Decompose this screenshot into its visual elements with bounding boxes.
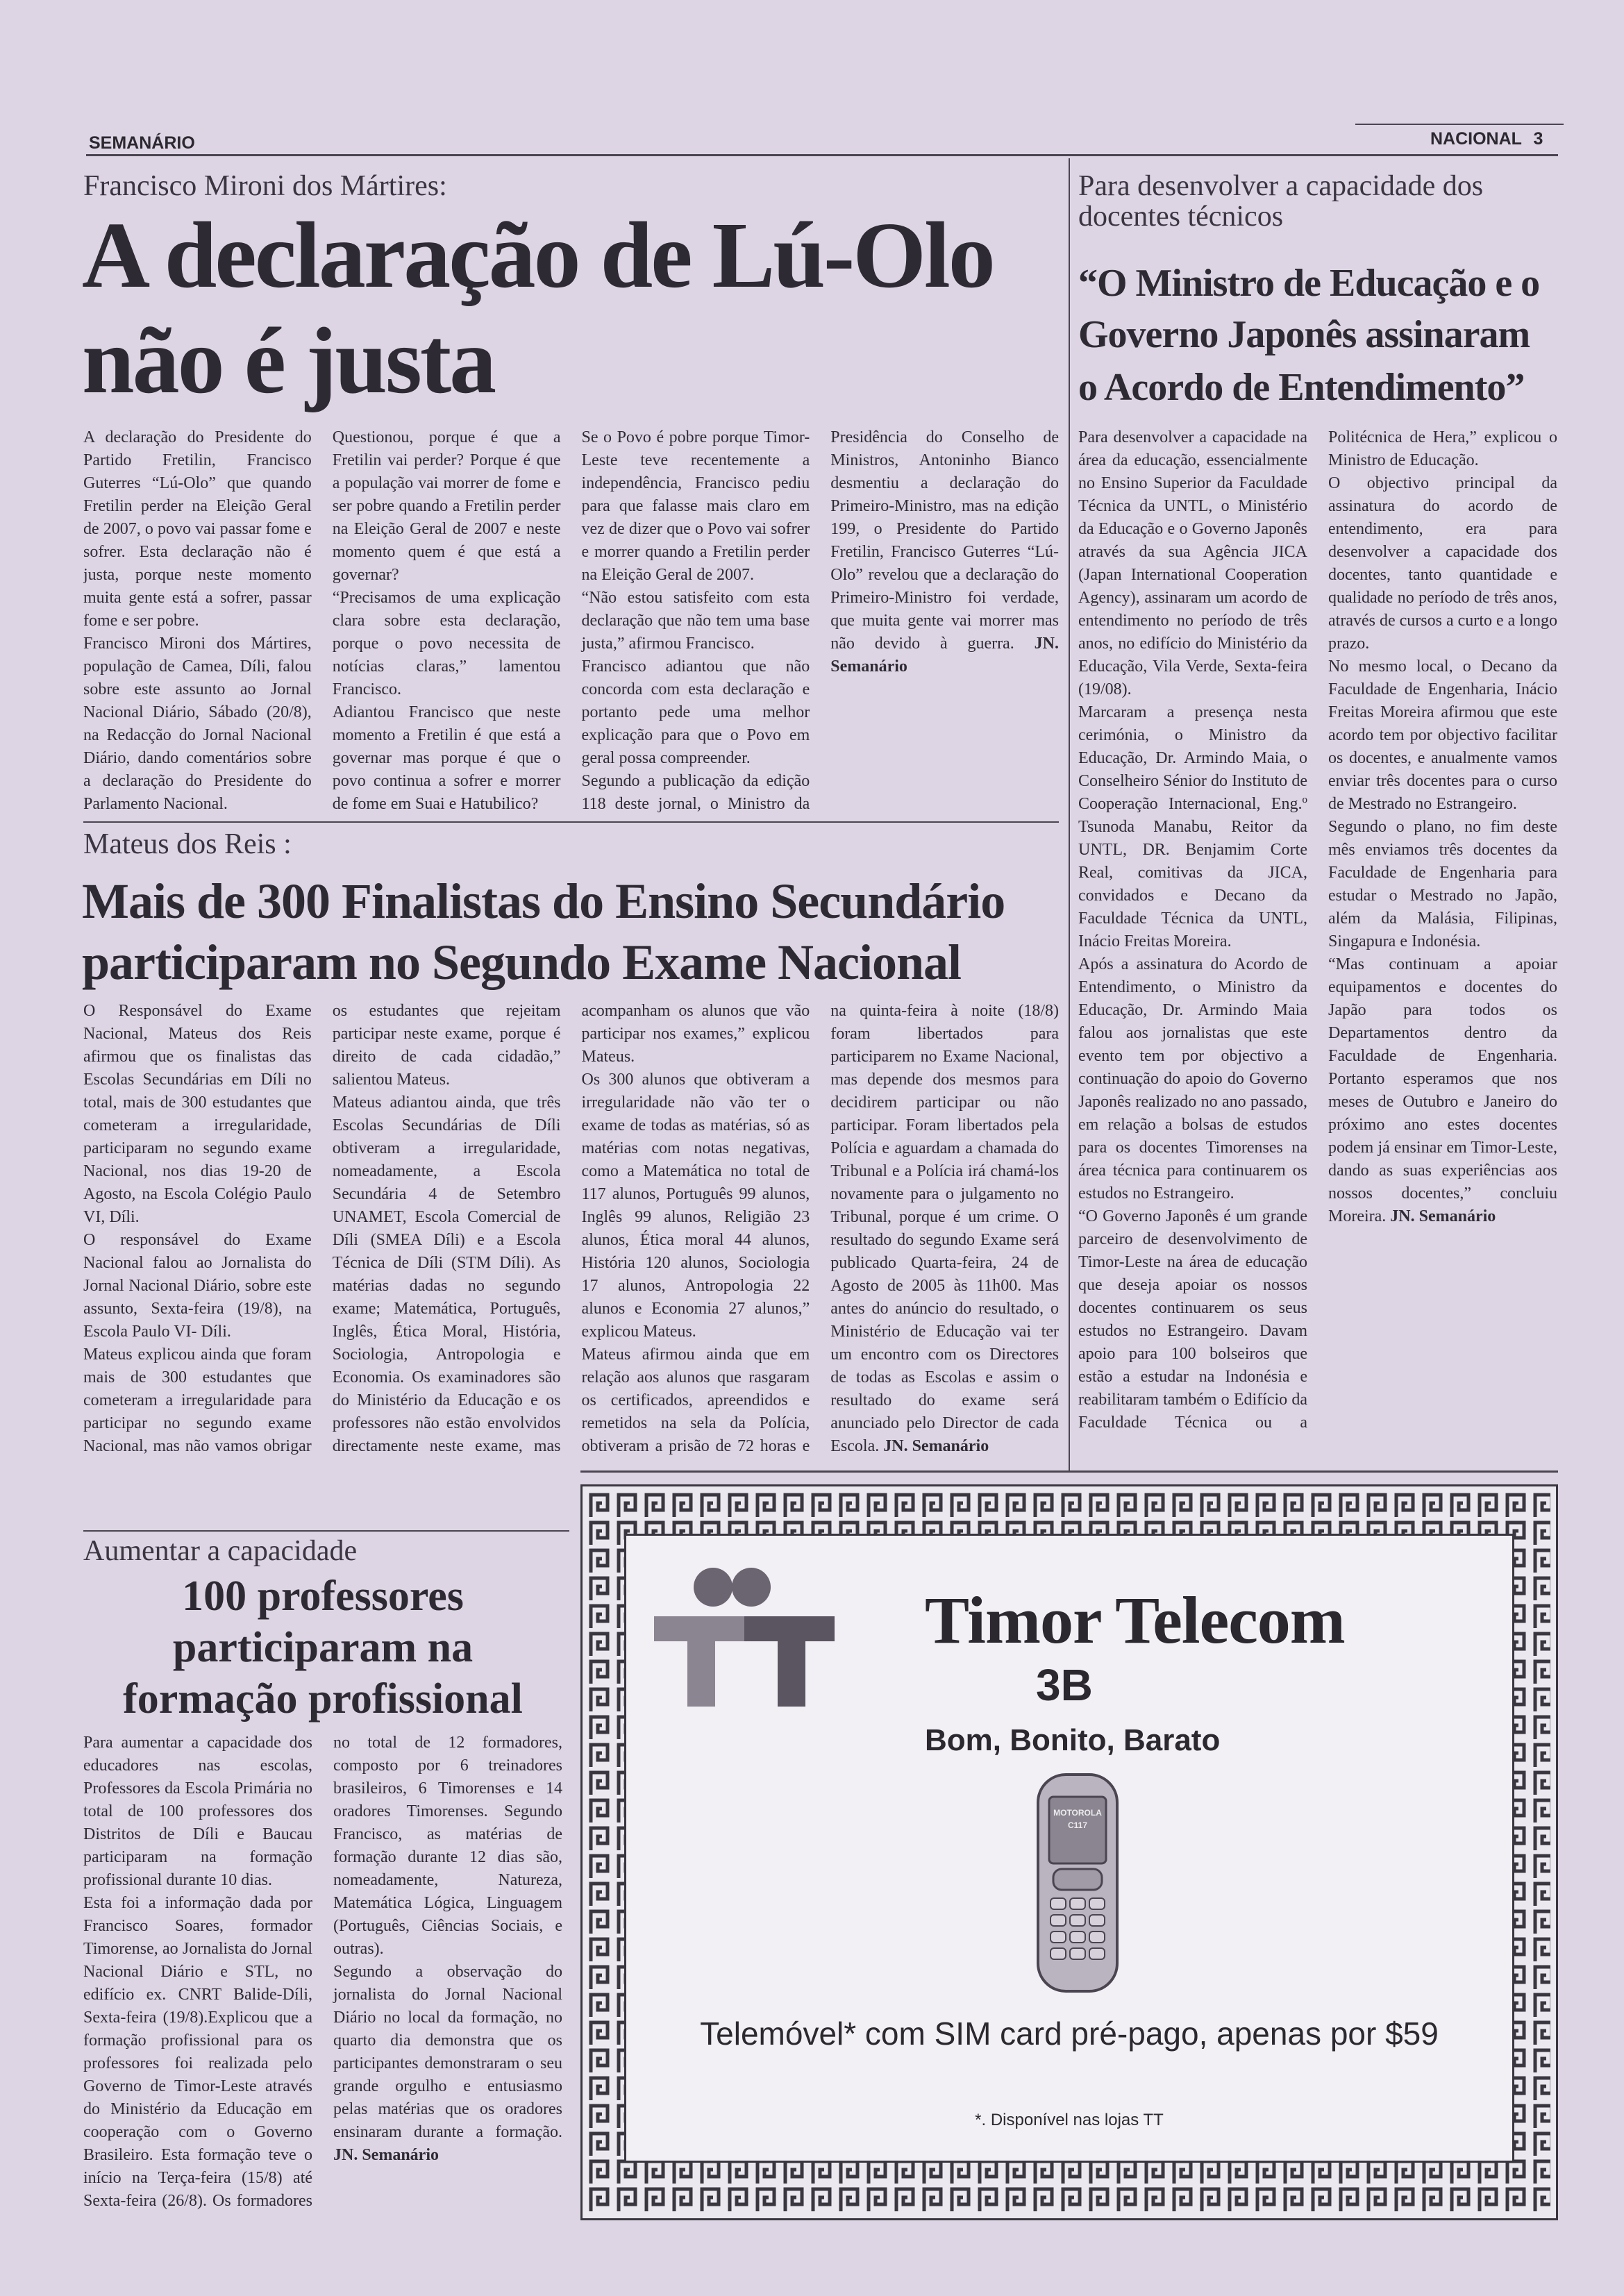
article3-title-line3: o Acordo de Entendimento” bbox=[1078, 366, 1525, 409]
ad-content bbox=[624, 1534, 1514, 2163]
article3-title-line2: Governo Japonês assinaram bbox=[1078, 313, 1530, 356]
article4-title-line3: formação profissional bbox=[123, 1675, 523, 1723]
article2-title-line2: participaram no Segundo Exame Nacional bbox=[82, 935, 962, 990]
article2-paragraph: O responsável do Exame Nacional falou ao Jornalista do Jornal Nacional Diário, sobre este assunto, Sexta-feira (19/8), na Escola Paulo VI- Díli. bbox=[83, 1231, 312, 1341]
vertical-divider bbox=[1069, 158, 1070, 1470]
article2-paragraph: O Responsável do Exame Nacional, Mateus dos Reis afirmou que os finalistas das Escolas Secundárias em Díli no total, mais de 300 estudantes que cometeram a irregularidade, participaram no segundo exame Nacional, nos dias 19-20 de Agosto, na Escola Colégio Paulo VI, Díli. bbox=[83, 1002, 312, 1226]
article4-kicker: Aumentar a capacidade bbox=[83, 1535, 358, 1567]
article1-paragraph: Se o Povo é pobre porque Timor-Leste teve recentemente a independência, Francisco pediu para que falasse mais claro em vez de dizer que o Povo vai sofrer e morrer quando a Fretilin perder na Eleição Geral de 2007. bbox=[581, 428, 810, 584]
article4-paragraph: Segundo a observação do jornalista do Jornal Nacional Diário no local da formação, no quarto dia demonstra que os participantes demonstraram o seu grande orgulho e entusiasmo pelas matérias que os oradores ensinaram durante a formação. JN. Semanário bbox=[333, 1963, 562, 2164]
phone-screen-label: MOTOROLA C117 bbox=[1053, 1808, 1102, 1830]
article1-kicker: Francisco Mironi dos Mártires: bbox=[83, 170, 447, 202]
article3-paragraph: Após a assinatura do Acordo de Entendimento, o Ministro da Educação, Dr. Armindo Maia falou aos jornalistas que este evento tem por objectivo a continuação do apoio do Governo Japonês realizado no ano passado, em relação a bolsas de estudos para os docentes Timorenses na área técnica para continuarem os estudos no Estrangeiro. bbox=[1078, 955, 1307, 1203]
article4-title-line1: 100 professores bbox=[182, 1573, 464, 1620]
article4-paragraph: Esta foi a informação dada por Francisco Soares, formador Timorense, ao Jornalista do Jornal Nacional Diário e STL, no edifício ex. CNRT Balide-Díli, Sexta-feira (19/8).Explicou que a formação profissional para os professores foi realizada pelo Governo de Timor-Leste através do Ministério da Educação em cooperação com o Governo Brasileiro. Esta formação teve o início na Terça-feira (15/8) até Sexta-feira (26/8). Os formadores no total de 12 formadores, composto por 6 treinadores brasileiros, 6 Timorenses e 14 oradores Timorenses. Segundo Francisco, as matérias de formação durante 12 dias são, nomeadamente, Natureza, Matemática Lógica, Linguagem (Português, Ciências Sociais, e outras). bbox=[83, 1734, 562, 2210]
article1-body bbox=[83, 426, 1059, 819]
article2-paragraph: Mateus adiantou ainda, que três Escolas Secundárias de Díli obtiveram a irregularidade, nomeadamente, a Escola Secundária 4 de Setembro UNAMET, Escola Comercial de Díli (SMEA Díli) e a Escola Técnica de Díli (STM Díli). As matérias dadas no segundo exame; Matemática, Português, Inglês, Ética Moral, História, Sociologia, Antropologia e Economia. Os examinadores são do Ministério da Educação e os professores não estão envolvidos directamente neste exame, mas acompanham os alunos que vão participar nos exames,” explicou Mateus. bbox=[332, 1002, 810, 1455]
article1-paragraph: Francisco adiantou que não concorda com esta declaração e portanto pede uma melhor explicação para que o Povo em geral possa compreender. bbox=[581, 657, 810, 767]
article3-paragraph: O objectivo principal da assinatura do acordo de entendimento, era para desenvolver a capacidade dos docentes, tanto quantidade e qualidade no período de três anos, através de cursos a curto e a longo prazo. bbox=[1328, 474, 1557, 653]
article2-signature: JN. Semanário bbox=[883, 1437, 989, 1455]
article1-paragraph: “Não estou satisfeito com esta declaração que não tem uma base justa,” afirmou Francisco. bbox=[581, 589, 810, 653]
ad-tagline-code: 3B bbox=[1036, 1660, 1093, 1710]
article3-paragraph: “O Governo Japonês é um grande parceiro de desenvolvimento de Timor-Leste na área de educação que deseja apoiar os nossos docentes continuarem os seus estudos no Estrangeiro. Davam apoio para 100 bolseiros que estão a estudar na Indonésia e reabilitaram também o Edifício da Faculdade Técnica ou a Politécnica de Hera,” explicou o Ministro de Educação. bbox=[1078, 428, 1557, 1432]
tt-logo-icon bbox=[647, 1564, 848, 1716]
article4-signature: JN. Semanário bbox=[333, 2146, 439, 2164]
article3-paragraph: No mesmo local, o Decano da Faculdade de Engenharia, Inácio Freitas Moreira afirmou que este acordo tem por objectivo facilitar os docentes, e anualmente vamos enviar três docentes para o curso de Mestrado no Estrangeiro. bbox=[1328, 657, 1557, 813]
article1-paragraph: A declaração do Presidente do Partido Fretilin, Francisco Guterres “Lú-Olo” que quando Fretilin perder na Eleição Geral de 2007, o povo vai passar fome e sofrer. Esta declaração não é justa, porque neste momento muita gente está a sofrer, passar fome e ser pobre. bbox=[83, 428, 312, 630]
article2-paragraph: Os 300 alunos que obtiveram a irregularidade não vão ter o exame de todas as matérias, só as matérias com notas negativas, como a Matemática no total de 117 alunos, Português 99 alunos, Inglês 99 alunos, Religião 23 alunos, Ética moral 44 alunos, História 120 alunos, Sociologia 17 alunos, Antropologia 22 alunos e Economia 27 alunos,” explicou Mateus. bbox=[581, 1071, 810, 1341]
article1-paragraph: Questionou, porque é que a Fretilin vai perder? Porque é que a população vai morrer de fome e ser pobre quando a Fretilin perder na Eleição Geral de 2007 e neste momento quem é que está a governar? bbox=[332, 428, 561, 584]
article4-top-rule bbox=[83, 1530, 569, 1532]
article2-kicker: Mateus dos Reis : bbox=[83, 828, 292, 860]
article1-title-line1: A declaração de Lú-Olo bbox=[82, 203, 994, 308]
article1-paragraph: “Precisamos de uma explicação clara sobre esta declaração, porque o povo necessita de notícias claras,” lamentou Francisco. bbox=[332, 589, 561, 698]
article3-signature: JN. Semanário bbox=[1390, 1207, 1496, 1225]
article1-signature: JN. Semanário bbox=[830, 635, 1059, 676]
article4-paragraph: Para aumentar a capacidade dos educadores nas escolas, Professores da Escola Primária no total de 100 professores dos Distritos de Díli e Baucau participaram na formação profissional durante 10 dias. bbox=[83, 1734, 312, 1889]
article3-paragraph: Segundo o plano, no fim deste mês enviamos três docentes da Faculdade de Engenharia para estudar o Mestrado no Japão, além da Malásia, Filipinas, Singapura e Indonésia. bbox=[1328, 818, 1557, 950]
ad-slogan: Bom, Bonito, Barato bbox=[925, 1723, 1221, 1757]
ad-footnote: *. Disponível nas lojas TT bbox=[975, 2111, 1164, 2129]
ad-brand-name: Timor Telecom bbox=[925, 1583, 1345, 1657]
article3-body bbox=[1078, 426, 1557, 1469]
article4-body bbox=[83, 1732, 562, 2221]
article1-paragraph: Francisco Mironi dos Mártires, população de Camea, Díli, falou sobre este assunto ao Jornal Nacional Diário, Sábado (20/8), na Redacção do Jornal Nacional Diário, dando comentários sobre a declaração do Presidente do Parlamento Nacional. bbox=[83, 635, 312, 813]
mobile-phone-icon bbox=[1032, 1772, 1123, 1994]
publication-name: SEMANÁRIO bbox=[89, 133, 195, 153]
article3-paragraph: Para desenvolver a capacidade na área da educação, essencialmente no Ensino Superior da Faculdade Técnica da UNTL, o Ministério da Educação e o Governo Japonês através da sua Agência JICA (Japan International Cooperation Agency), assinaram um acordo de entendimento no período de três anos, no edifício do Ministério da Educação, Vila Verde, Sexta-feira (19/08). bbox=[1078, 428, 1307, 698]
article1-paragraph: Adiantou Francisco que neste momento a Fretilin é que está a governar mas porque é que o povo continua a sofrer e morrer de fome em Suai e Hatubilico? bbox=[332, 703, 561, 813]
article2-paragraph: Mateus explicou ainda que foram mais de 300 estudantes que cometeram a irregularidade para participar no segundo exame Nacional, mas não vamos obrigar os estudantes que rejeitam participar neste exame, porque é direito de cada cidadão,” salientou Mateus. bbox=[83, 1002, 561, 1455]
page-number: 3 bbox=[1533, 129, 1543, 149]
article2-paragraph: Mateus afirmou ainda que em relação aos alunos que rasgaram os certificados, apreendidos e remetidos na sela da Polícia, obtiveram a prisão de 72 horas e na quinta-feira à noite (18/8) foram libertados para participarem no Exame Nacional, mas depende dos mesmos para decidirem participar ou não participar. Foram libertados pela Polícia e aguardam a chamada do Tribunal e a Polícia irá chamá-los novamente para o julgamento no Tribunal, porque é um crime. O resultado do segundo Exame será publicado Quarta-feira, 24 de Agosto de 2005 às 11h00. Mas antes do anúncio do resultado, o Ministério de Educação vai ter um encontro com os Directores de todas as Escolas e assim o resultado do exame será anunciado pelo Director de cada Escola. JN. Semanário bbox=[581, 1002, 1059, 1455]
header-rule bbox=[86, 154, 1558, 156]
article2-title-line1: Mais de 300 Finalistas do Ensino Secundário bbox=[82, 873, 1005, 929]
section-name: NACIONAL bbox=[1430, 129, 1522, 149]
article1-title-line2: não é justa bbox=[82, 309, 495, 413]
article3-kicker: Para desenvolver a capacidade dos docentes técnicos bbox=[1078, 170, 1484, 233]
article1-bottom-rule bbox=[83, 821, 1059, 823]
article2-body bbox=[83, 1000, 1059, 1458]
article3-paragraph: “Mas continuam a apoiar equipamentos e docentes do Japão para todos os Departamentos dentro da Faculdade de Engenharia. Portanto esperamos que nos meses de Outubro e Janeiro do próximo ano estes docentes podem já ensinar em Timor-Leste, dando as suas experiências aos nossos docentes,” concluiu Moreira. JN. Semanário bbox=[1328, 955, 1557, 1225]
timor-telecom-ad bbox=[580, 1484, 1558, 2220]
section-label bbox=[1430, 129, 1543, 149]
article3-bottom-rule bbox=[580, 1470, 1558, 1473]
article1-paragraph: Segundo a publicação da edição 118 deste jornal, o Ministro da Presidência do Conselho de Ministros, Antoninho Bianco desmentiu a declaração do Primeiro-Ministro, mas na edição 199, o Presidente do Partido Fretilin, Francisco Guterres “Lú-Olo” revelou que a declaração do Primeiro-Ministro foi verdade, que muita gente vai morrer mas não devido à guerra. JN. Semanário bbox=[581, 428, 1059, 813]
article3-paragraph: Marcaram a presença nesta cerimónia, o Ministro da Educação, Dr. Armindo Maia, o Conselheiro Sénior do Instituto de Cooperação Internacional, Eng.º Tsunoda Manabu, Reitor da UNTL, DR. Benjamim Corte Real, comitivas da JICA, convidados e Decano da Faculdade Técnica da UNTL, Inácio Freitas Moreira. bbox=[1078, 703, 1307, 950]
article3-title-line1: “O Ministro de Educação e o bbox=[1078, 262, 1540, 305]
header-top-rule-right bbox=[1355, 124, 1564, 125]
ad-offer: Telemóvel* com SIM card pré-pago, apenas por $59 bbox=[700, 2016, 1439, 2052]
article4-title-line2: participaram na bbox=[172, 1624, 474, 1671]
